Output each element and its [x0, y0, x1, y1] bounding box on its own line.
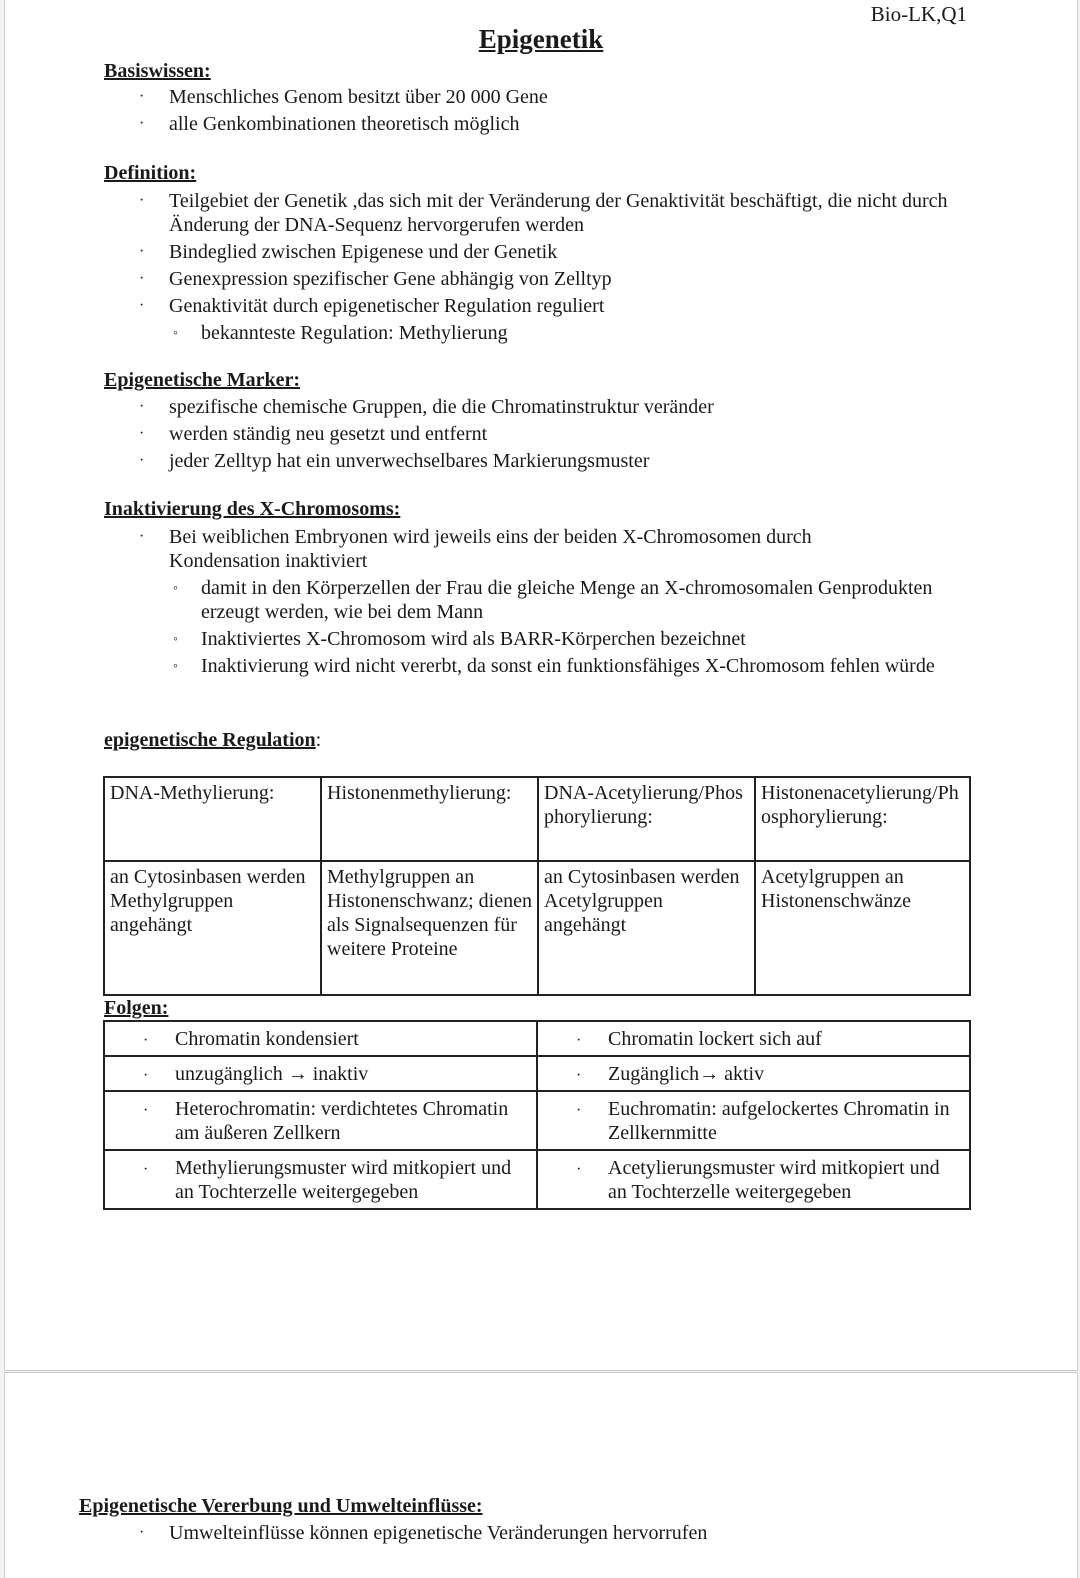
bullet-icon: ·: [143, 1032, 149, 1049]
bullet-icon: ·: [139, 425, 145, 442]
list-item: · Genaktivität durch epigenetischer Regulation reguliert: [139, 295, 605, 317]
table-row: [104, 1150, 970, 1209]
bullet-icon: ·: [576, 1161, 582, 1178]
table-cell: an Cytosinbasen werden Acetylgruppen angehängt: [538, 861, 755, 995]
table-cell: · Chromatin kondensiert: [104, 1021, 537, 1056]
circle-bullet-icon: ◦: [173, 326, 178, 341]
folgen-table: [103, 1020, 971, 1210]
table-row: [104, 1091, 970, 1150]
bullet-icon: ·: [139, 115, 145, 132]
list-item: · Bindeglied zwischen Epigenese und der Genetik: [139, 241, 558, 263]
bullet-icon: ·: [139, 1524, 145, 1541]
table-row: [104, 1021, 970, 1056]
list-item: · Menschliches Genom besitzt über 20 000 Gene: [139, 86, 548, 108]
circle-bullet-icon: ◦: [173, 632, 178, 647]
table-cell: Acetylgruppen an Histonenschwänze: [755, 861, 970, 995]
page-title: Epigenetik: [478, 24, 604, 54]
list-item: · jeder Zelltyp hat ein unverwechselbares Markierungsmuster: [139, 450, 650, 472]
section-heading-basiswissen: Basiswissen:: [104, 60, 211, 82]
table-header-cell: DNA-Acetylierung/Phosphorylierung:: [538, 777, 755, 861]
table-row: [104, 861, 970, 995]
section-heading-x-inaktivierung: Inaktivierung des X-Chromosoms:: [104, 498, 401, 520]
section-heading-vererbung: Epigenetische Vererbung und Umwelteinflüsse:: [79, 1495, 483, 1517]
table-header-cell: Histonenacetylierung/Phosphorylierung:: [755, 777, 970, 861]
circle-bullet-icon: ◦: [173, 659, 178, 674]
sub-list-item: ◦ Inaktivierung wird nicht vererbt, da sonst ein funktionsfähiges X-Chromosom fehlen würde: [173, 655, 935, 677]
list-item: · Teilgebiet der Genetik ,das sich mit der Veränderung der Genaktivität beschäftigt, die nicht durch Änderung der DNA-Sequenz hervorgerufen werden: [139, 190, 948, 236]
list-item: · Umwelteinflüsse können epigenetische Veränderungen hervorrufen: [139, 1522, 708, 1544]
table-cell: · Methylierungsmuster wird mitkopiert und an Tochterzelle weitergegeben: [104, 1150, 537, 1209]
table-cell: · Acetylierungsmuster wird mitkopiert und an Tochterzelle weitergegeben: [537, 1150, 970, 1209]
table-cell: · Chromatin lockert sich auf: [537, 1021, 970, 1056]
bullet-icon: ·: [143, 1102, 149, 1119]
list-item: · werden ständig neu gesetzt und entfernt: [139, 423, 488, 445]
list-item: · spezifische chemische Gruppen, die die Chromatinstruktur veränder: [139, 396, 714, 418]
list-item: · Bei weiblichen Embryonen wird jeweils eins der beiden X-Chromosomen durch Kondensation inaktiviert: [139, 526, 812, 572]
regulation-table: [103, 776, 971, 996]
bullet-icon: ·: [139, 243, 145, 260]
bullet-icon: ·: [139, 528, 145, 545]
sub-list-item: ◦ bekannteste Regulation: Methylierung: [173, 322, 508, 344]
list-item: · Genexpression spezifischer Gene abhängig von Zelltyp: [139, 268, 612, 290]
table-cell: · Zugänglich→ aktiv: [537, 1056, 970, 1091]
xinact-sublist: [173, 576, 951, 678]
xinact-list: [139, 525, 879, 576]
marker-list: [139, 395, 714, 473]
bullet-icon: ·: [576, 1102, 582, 1119]
bullet-icon: ·: [576, 1067, 582, 1084]
vererbung-list: [139, 1521, 708, 1545]
document-page-2: [4, 1372, 1078, 1578]
section-heading-folgen: Folgen:: [104, 997, 169, 1019]
sub-list-item: ◦ Inaktiviertes X-Chromosom wird als BARR-Körperchen bezeichnet: [173, 628, 746, 650]
table-row: [104, 1056, 970, 1091]
bullet-icon: ·: [139, 452, 145, 469]
section-heading-marker: Epigenetische Marker:: [104, 369, 301, 391]
basis-list: [139, 85, 548, 136]
list-item: · alle Genkombinationen theoretisch möglich: [139, 113, 520, 135]
bullet-icon: ·: [139, 88, 145, 105]
bullet-icon: ·: [139, 297, 145, 314]
course-label: Bio-LK,Q1: [870, 2, 967, 26]
section-heading-definition: Definition:: [104, 162, 197, 184]
table-cell: · Heterochromatin: verdichtetes Chromatin am äußeren Zellkern: [104, 1091, 537, 1150]
definition-list: [139, 189, 969, 345]
bullet-icon: ·: [139, 192, 145, 209]
bullet-icon: ·: [143, 1067, 149, 1084]
bullet-icon: ·: [143, 1161, 149, 1178]
document-page-1: [4, 0, 1078, 1371]
bullet-icon: ·: [576, 1032, 582, 1049]
section-heading-regulation: epigenetische Regulation:: [104, 729, 322, 751]
sub-list-item: ◦ damit in den Körperzellen der Frau die gleiche Menge an X-chromosomalen Genprodukten erzeugt werden, wie bei dem Mann: [173, 577, 933, 623]
table-header-cell: Histonenmethylierung:: [321, 777, 538, 861]
bullet-icon: ·: [139, 398, 145, 415]
table-cell: Methylgruppen an Histonenschwanz; dienen als Signalsequenzen für weitere Proteine: [321, 861, 538, 995]
table-cell: · Euchromatin: aufgelockertes Chromatin in Zellkernmitte: [537, 1091, 970, 1150]
table-cell: an Cytosinbasen werden Methylgruppen angehängt: [104, 861, 321, 995]
table-header-row: [104, 777, 970, 861]
bullet-icon: ·: [139, 270, 145, 287]
circle-bullet-icon: ◦: [173, 581, 178, 596]
table-cell: · unzugänglich → inaktiv: [104, 1056, 537, 1091]
table-header-cell: DNA-Methylierung:: [104, 777, 321, 861]
